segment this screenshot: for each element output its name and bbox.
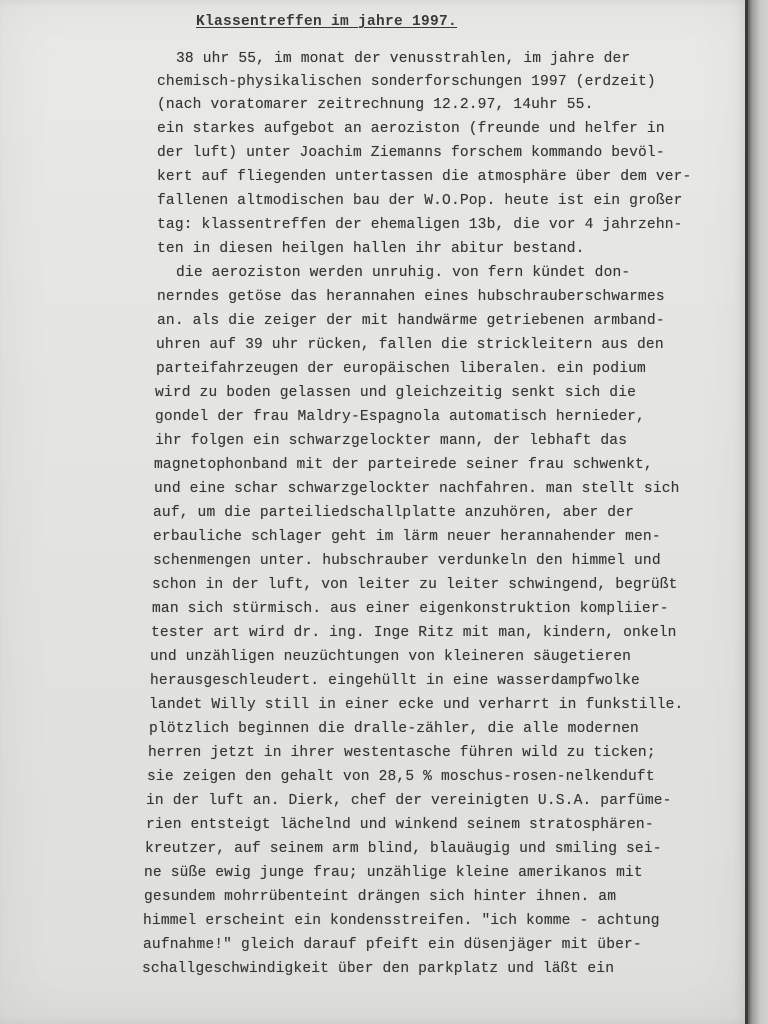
document-title: Klassentreffen im jahre 1997. <box>196 14 458 30</box>
text-line: (nach voratomarer zeitrechnung 12.2.97, 14uhr 55. <box>157 97 594 113</box>
text-line: tag: klassentreffen der ehemaligen 13b, die vor 4 jahrzehn- <box>157 217 683 233</box>
text-line: gondel der frau Maldry-Espagnola automatisch hernieder, <box>155 409 645 425</box>
text-line: 38 uhr 55, im monat der venusstrahlen, im jahre der <box>176 51 631 67</box>
text-line: sie zeigen den gehalt von 28,5 % moschus-rosen-nelkenduft <box>147 769 655 785</box>
text-line: ihr folgen ein schwarzgelockter mann, der lebhaft das <box>155 433 628 449</box>
text-line: ne süße ewig junge frau; unzählige kleine amerikanos mit <box>144 865 643 881</box>
text-line: rien entsteigt lächelnd und winkend seinem stratosphären- <box>146 817 654 833</box>
text-line: plötzlich beginnen die dralle-zähler, die alle modernen <box>149 721 639 737</box>
text-line: kreutzer, auf seinem arm blind, blauäugig und smiling sei- <box>145 841 662 857</box>
text-line: schenmengen unter. hubschrauber verdunkeln den himmel und <box>153 553 661 569</box>
page-edge-shadow <box>748 0 768 1024</box>
text-line: parteifahrzeugen der europäischen liberalen. ein podium <box>156 361 646 377</box>
text-line: fallenen altmodischen bau der W.O.Pop. heute ist ein großer <box>157 193 683 209</box>
text-line: tester art wird dr. ing. Inge Ritz mit man, kindern, onkeln <box>151 625 677 641</box>
text-line: und unzähligen neuzüchtungen von kleineren säugetieren <box>150 649 632 665</box>
text-line: man sich stürmisch. aus einer eigenkonstruktion kompliier- <box>152 601 669 617</box>
text-line: erbauliche schlager geht im lärm neuer herannahender men- <box>153 529 661 545</box>
text-line: himmel erscheint ein kondensstreifen. "ich komme - achtung <box>143 913 660 929</box>
text-line: landet Willy still in einer ecke und verharrt in funkstille. <box>149 697 684 713</box>
text-line: chemisch-physikalischen sonderforschungen 1997 (erdzeit) <box>157 74 656 90</box>
text-line: herren jetzt in ihrer westentasche führen wild zu ticken; <box>148 745 656 761</box>
text-line: uhren auf 39 uhr rücken, fallen die strickleitern aus den <box>156 337 664 353</box>
text-line: nerndes getöse das herannahen eines hubschrauberschwarmes <box>157 289 665 305</box>
text-line: in der luft an. Dierk, chef der vereinigten U.S.A. parfüme- <box>146 793 672 809</box>
text-line: herausgeschleudert. eingehüllt in eine wasserdampfwolke <box>150 673 640 689</box>
text-line: auf, um die parteiliedschallplatte anzuhören, aber der <box>153 505 635 521</box>
text-line: kert auf fliegenden untertassen die atmosphäre über dem ver- <box>157 169 692 185</box>
text-line: magnetophonband mit der parteirede seiner frau schwenkt, <box>154 457 653 473</box>
text-line: schallgeschwindigkeit über den parkplatz und läßt ein <box>142 961 615 977</box>
text-line: wird zu boden gelassen und gleichzeitig senkt sich die <box>155 385 637 401</box>
text-line: schon in der luft, von leiter zu leiter schwingend, begrüßt <box>152 577 678 593</box>
text-line: und eine schar schwarzgelockter nachfahren. man stellt sich <box>154 481 680 497</box>
text-line: ten in diesen heilgen hallen ihr abitur bestand. <box>157 241 585 257</box>
text-line: der luft) unter Joachim Ziemanns forschem kommando bevöl- <box>157 145 665 161</box>
text-line: aufnahme!" gleich darauf pfeift ein düsenjäger mit über- <box>143 937 642 953</box>
text-line: die aeroziston werden unruhig. von fern kündet don- <box>176 265 631 281</box>
text-line: ein starkes aufgebot an aeroziston (freunde und helfer in <box>157 121 665 137</box>
text-line: an. als die zeiger der mit handwärme getriebenen armband- <box>157 313 665 329</box>
text-line: gesundem mohrrübenteint drängen sich hinter ihnen. am <box>144 889 617 905</box>
